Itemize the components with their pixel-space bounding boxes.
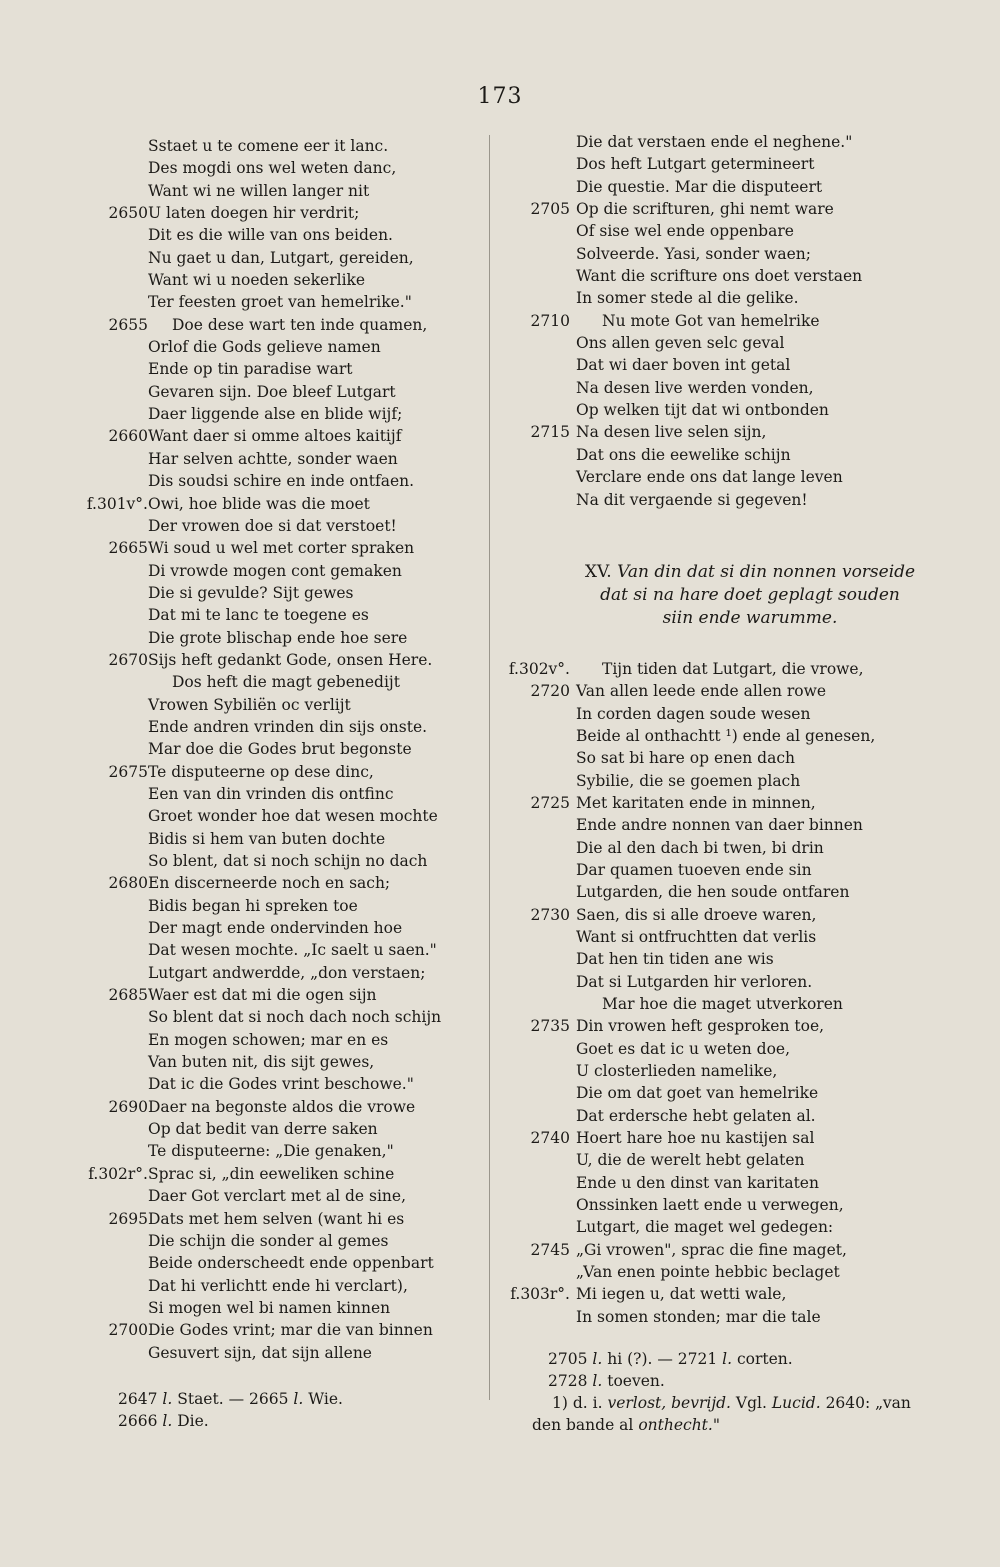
verse-text: Waer est dat mi die ogen sijn bbox=[148, 986, 377, 1005]
verse-line bbox=[0, 939, 470, 961]
footnote-line bbox=[500, 1348, 1000, 1370]
verse-text: Onssinken laett ende u verwegen, bbox=[576, 1196, 844, 1215]
verse-line bbox=[0, 1006, 470, 1028]
verse-line bbox=[0, 1230, 470, 1252]
verse-line bbox=[0, 872, 470, 894]
verse-line bbox=[0, 716, 470, 738]
verse-text: Op dat bedit van derre saken bbox=[148, 1120, 378, 1139]
verse-line bbox=[500, 1149, 1000, 1171]
verse-line bbox=[0, 1118, 470, 1140]
verse-line bbox=[0, 805, 470, 827]
verse-line bbox=[0, 247, 470, 269]
verse-line bbox=[500, 1172, 1000, 1194]
verse-text: Nu mote Got van hemelrike bbox=[602, 311, 820, 330]
verse-number: 2725 bbox=[530, 793, 570, 812]
verse-text: Nu gaet u dan, Lutgart, gereiden, bbox=[148, 248, 414, 267]
verse-text: Ter feesten groet van hemelrike." bbox=[148, 293, 412, 312]
verse-text: Daer liggende alse en blide wijf; bbox=[148, 405, 403, 424]
verse-line bbox=[500, 1060, 1000, 1082]
verse-text: Die schijn die sonder al gemes bbox=[148, 1231, 389, 1250]
verse-text: Dis soudsi schire en inde ontfaen. bbox=[148, 472, 415, 491]
verse-number: 2675 bbox=[108, 762, 148, 781]
verse-line bbox=[0, 1342, 470, 1364]
verse-text: Gesuvert sijn, dat sijn allene bbox=[148, 1343, 372, 1362]
verse-line bbox=[500, 444, 1000, 466]
verse-text: En discerneerde noch en sach; bbox=[148, 874, 391, 893]
verse-text: Na desen live selen sijn, bbox=[576, 423, 767, 442]
verse-number: 2705 bbox=[530, 200, 570, 219]
verse-text: Dos heft Lutgart getermineert bbox=[576, 155, 815, 174]
verse-line bbox=[0, 537, 470, 559]
verse-text: Die Godes vrint; mar die van binnen bbox=[148, 1321, 433, 1340]
verse-line bbox=[500, 265, 1000, 287]
verse-line bbox=[0, 1297, 470, 1319]
verse-line bbox=[0, 1029, 470, 1051]
left-column bbox=[0, 135, 470, 1432]
verse-line bbox=[500, 489, 1000, 511]
verse-line bbox=[500, 220, 1000, 242]
verse-text: Na desen live werden vonden, bbox=[576, 378, 814, 397]
verse-line bbox=[0, 314, 470, 336]
verse-line bbox=[500, 680, 1000, 702]
verse-text: Gevaren sijn. Doe bleef Lutgart bbox=[148, 382, 396, 401]
verse-text: Op die scrifturen, ghi nemt ware bbox=[576, 200, 834, 219]
verse-number: 2650 bbox=[108, 204, 148, 223]
verse-number: 2720 bbox=[530, 682, 570, 701]
verse-line bbox=[0, 694, 470, 716]
verse-text: Doe dese wart ten inde quamen, bbox=[172, 315, 428, 334]
verse-text: Din vrowen heft gesproken toe, bbox=[576, 1017, 825, 1036]
verse-number: f.303r°. bbox=[510, 1285, 570, 1304]
verse-text: Lutgarden, die hen soude ontfaren bbox=[576, 883, 850, 902]
footnote-verse-num: 2728 bbox=[548, 1372, 588, 1391]
verse-number: f.302r°. bbox=[88, 1164, 148, 1183]
verse-line bbox=[0, 135, 470, 157]
verse-line bbox=[500, 1127, 1000, 1149]
footnote-text: Die. bbox=[177, 1411, 209, 1430]
page-number: 173 bbox=[477, 84, 523, 109]
verse-line bbox=[500, 310, 1000, 332]
verse-line bbox=[0, 895, 470, 917]
verse-line bbox=[500, 770, 1000, 792]
verse-line bbox=[500, 837, 1000, 859]
verse-number: 2690 bbox=[108, 1097, 148, 1116]
verse-text: U laten doegen hir verdrit; bbox=[148, 204, 360, 223]
verse-line bbox=[500, 1239, 1000, 1261]
verse-line bbox=[500, 198, 1000, 220]
footnote-italic: verlost, bevrijd. bbox=[607, 1394, 731, 1413]
verse-line bbox=[0, 627, 470, 649]
verse-number: f.302v°. bbox=[508, 659, 570, 678]
column-divider bbox=[489, 135, 490, 1400]
verse-text: Groet wonder hoe dat wesen mochte bbox=[148, 807, 438, 826]
verse-number: 2700 bbox=[108, 1321, 148, 1340]
verse-number: 2745 bbox=[530, 1240, 570, 1259]
verse-text: Die questie. Mar die disputeert bbox=[576, 177, 823, 196]
verse-line bbox=[0, 783, 470, 805]
footnote-text: Vgl. bbox=[735, 1394, 767, 1413]
verse-text: Dat ic die Godes vrint beschowe." bbox=[148, 1075, 414, 1094]
verse-line bbox=[500, 1216, 1000, 1238]
verse-line bbox=[0, 828, 470, 850]
verse-line bbox=[0, 1319, 470, 1341]
verse-line bbox=[500, 243, 1000, 265]
footnote-verse-num: 2647 bbox=[118, 1389, 158, 1408]
verse-text: Sybilie, die se goemen plach bbox=[576, 771, 801, 790]
verse-line bbox=[500, 287, 1000, 309]
verse-number: 2655 bbox=[108, 315, 148, 334]
right-column bbox=[500, 131, 1000, 1436]
footnote-abbr: l. bbox=[592, 1350, 603, 1369]
verse-text: Op welken tijt dat wi ontbonden bbox=[576, 401, 829, 420]
verse-line bbox=[500, 1038, 1000, 1060]
verse-text: In corden dagen soude wesen bbox=[576, 704, 811, 723]
verse-text: Dat si Lutgarden hir verloren. bbox=[576, 972, 813, 991]
verse-line bbox=[0, 493, 470, 515]
verse-line bbox=[500, 792, 1000, 814]
footnote-verse-num: 2705 bbox=[548, 1350, 588, 1369]
verse-text: Der vrowen doe si dat verstoet! bbox=[148, 516, 397, 535]
verse-text: Die si gevulde? Sijt gewes bbox=[148, 583, 354, 602]
section-roman: XV. bbox=[584, 561, 612, 582]
verse-text: Dat mi te lanc te toegene es bbox=[148, 606, 369, 625]
verse-line bbox=[0, 582, 470, 604]
verse-line bbox=[500, 421, 1000, 443]
footnote-italic: Lucid. bbox=[771, 1394, 821, 1413]
verse-text: Want die scrifture ons doet verstaen bbox=[576, 267, 863, 286]
verse-text: Dos heft die magt gebenedijt bbox=[172, 673, 400, 692]
footnote-abbr: l. bbox=[592, 1372, 603, 1391]
verse-text: Die dat verstaen ende el neghene." bbox=[576, 133, 853, 151]
verse-number: 2735 bbox=[530, 1017, 570, 1036]
verse-number: 2665 bbox=[108, 539, 148, 558]
verse-line bbox=[500, 1015, 1000, 1037]
verse-line bbox=[0, 1252, 470, 1274]
verse-line bbox=[500, 971, 1000, 993]
verse-line bbox=[500, 1306, 1000, 1328]
verse-text: Dat hi verlichtt ende hi verclart), bbox=[148, 1276, 408, 1295]
verse-text: Bidis began hi spreken toe bbox=[148, 896, 358, 915]
verse-text: Mar hoe die maget utverkoren bbox=[602, 995, 843, 1013]
verse-text: Ons allen geven selc geval bbox=[576, 334, 785, 353]
verse-text: Beide al onthachtt ¹) ende al genesen, bbox=[576, 726, 876, 745]
footnote-text: hi (?). — 2721 bbox=[607, 1350, 718, 1369]
verse-text: Dat ons die eewelike schijn bbox=[576, 445, 791, 464]
verse-line bbox=[0, 358, 470, 380]
section-title-line-2: dat si na hare doet geplagt souden bbox=[600, 584, 900, 605]
section-title-line-1: Van din dat si din nonnen vorseide bbox=[617, 561, 916, 582]
verse-text: Ende andren vrinden din sijs onste. bbox=[148, 717, 428, 736]
verse-text: Dat wi daer boven int getal bbox=[576, 356, 791, 375]
verse-line bbox=[0, 1185, 470, 1207]
verse-text: Ende u den dinst van karitaten bbox=[576, 1173, 819, 1192]
verse-line bbox=[500, 658, 1000, 680]
footnote-italic: onthecht. bbox=[638, 1416, 713, 1435]
verse-line bbox=[500, 859, 1000, 881]
verse-text: Of sise wel ende oppenbare bbox=[576, 222, 794, 241]
verse-line bbox=[500, 176, 1000, 198]
verse-text: Har selven achtte, sonder waen bbox=[148, 449, 398, 468]
verse-line bbox=[500, 703, 1000, 725]
verse-line bbox=[0, 202, 470, 224]
verse-line bbox=[500, 1105, 1000, 1127]
verse-line bbox=[0, 291, 470, 313]
verse-text: Te disputeerne: „Die genaken," bbox=[148, 1142, 394, 1161]
verse-text: „Gi vrowen", sprac die fine maget, bbox=[576, 1240, 847, 1259]
verse-text: Bidis si hem van buten dochte bbox=[148, 829, 386, 848]
verse-line bbox=[500, 948, 1000, 970]
verse-line bbox=[0, 448, 470, 470]
verse-text: Des mogdi ons wel weten danc, bbox=[148, 159, 397, 178]
verse-line bbox=[0, 157, 470, 179]
verse-text: Solveerde. Yasi, sonder waen; bbox=[576, 244, 811, 263]
footnote-line bbox=[0, 1410, 470, 1432]
verse-text: Mi iegen u, dat wetti wale, bbox=[576, 1285, 787, 1304]
footnote-line bbox=[0, 1388, 470, 1410]
footnote-text: den bande al bbox=[532, 1416, 634, 1435]
verse-line bbox=[500, 1283, 1000, 1305]
footnote-line bbox=[500, 1370, 1000, 1392]
verse-text: In somen stonden; mar die tale bbox=[576, 1307, 821, 1326]
verse-text: Met karitaten ende in minnen, bbox=[576, 793, 816, 812]
footnote-abbr: l. bbox=[722, 1350, 733, 1369]
verse-text: Dats met hem selven (want hi es bbox=[148, 1209, 405, 1228]
footnote-verse-num: 2666 bbox=[118, 1411, 158, 1430]
footnote-abbr: l. bbox=[162, 1389, 173, 1408]
verse-line bbox=[0, 1163, 470, 1185]
verse-text: Die grote blischap ende hoe sere bbox=[148, 628, 408, 647]
verse-text: Vrowen Sybiliën oc verlijt bbox=[148, 695, 351, 714]
verse-line bbox=[500, 332, 1000, 354]
verse-text: U closterlieden namelike, bbox=[576, 1062, 778, 1081]
section-heading bbox=[500, 561, 1000, 630]
left-verse-lines bbox=[0, 135, 470, 1364]
verse-text: Owi, hoe blide was die moet bbox=[148, 494, 370, 513]
verse-line bbox=[0, 1275, 470, 1297]
verse-line bbox=[500, 1261, 1000, 1283]
footnote-line bbox=[500, 1392, 1000, 1414]
verse-text: Die om dat goet van hemelrike bbox=[576, 1084, 819, 1103]
verse-text: Saen, dis si alle droeve waren, bbox=[576, 905, 817, 924]
verse-line bbox=[500, 725, 1000, 747]
verse-text: Ende andre nonnen van daer binnen bbox=[576, 816, 863, 835]
verse-text: Dat erdersche hebt gelaten al. bbox=[576, 1106, 816, 1125]
verse-line bbox=[0, 1208, 470, 1230]
verse-line bbox=[0, 984, 470, 1006]
verse-line bbox=[500, 153, 1000, 175]
verse-line bbox=[500, 881, 1000, 903]
verse-number: 2660 bbox=[108, 427, 148, 446]
verse-text: Daer na begonste aldos die vrowe bbox=[148, 1097, 416, 1116]
verse-text: Sstaet u te comene eer it lanc. bbox=[148, 137, 389, 155]
verse-text: Lutgart, die maget wel gedegen: bbox=[576, 1218, 834, 1237]
verse-line bbox=[500, 926, 1000, 948]
verse-number: 2680 bbox=[108, 874, 148, 893]
verse-text: Si mogen wel bi namen kinnen bbox=[148, 1298, 391, 1317]
verse-line bbox=[0, 224, 470, 246]
verse-number: 2670 bbox=[108, 650, 148, 669]
verse-line bbox=[0, 649, 470, 671]
verse-text: Van buten nit, dis sijt gewes, bbox=[148, 1053, 375, 1072]
verse-line bbox=[500, 354, 1000, 376]
verse-number: f.301v°. bbox=[86, 494, 148, 513]
verse-text: Die al den dach bi twen, bi drin bbox=[576, 838, 824, 857]
verse-line bbox=[0, 336, 470, 358]
verse-text: Di vrowde mogen cont gemaken bbox=[148, 561, 402, 580]
verse-line bbox=[0, 403, 470, 425]
verse-number: 2695 bbox=[108, 1209, 148, 1228]
verse-line bbox=[0, 180, 470, 202]
verse-text: So blent dat si noch dach noch schijn bbox=[148, 1008, 442, 1027]
verse-text: U, die de werelt hebt gelaten bbox=[576, 1151, 805, 1170]
right-verse-lines-bottom bbox=[500, 658, 1000, 1328]
verse-text: So sat bi hare op enen dach bbox=[576, 749, 796, 768]
verse-line bbox=[0, 850, 470, 872]
verse-text: So blent, dat si noch schijn no dach bbox=[148, 852, 428, 870]
verse-text: Ende op tin paradise wart bbox=[148, 360, 353, 379]
verse-number: 2730 bbox=[530, 905, 570, 924]
verse-line bbox=[0, 269, 470, 291]
verse-text: Goet es dat ic u weten doe, bbox=[576, 1039, 790, 1058]
verse-text: Mar doe die Godes brut begonste bbox=[148, 740, 412, 759]
verse-text: Der magt ende ondervinden hoe bbox=[148, 919, 403, 938]
verse-text: Dit es die wille van ons beiden. bbox=[148, 226, 393, 245]
verse-text: Wi soud u wel met corter spraken bbox=[148, 539, 415, 558]
verse-line bbox=[500, 993, 1000, 1015]
verse-text: Verclare ende ons dat lange leven bbox=[576, 468, 843, 487]
verse-line bbox=[500, 904, 1000, 926]
footnote-text: Staet. — 2665 bbox=[177, 1389, 289, 1408]
verse-line bbox=[0, 381, 470, 403]
verse-text: Te disputeerne op dese dinc, bbox=[148, 762, 374, 781]
verse-text: Dar quamen tuoeven ende sin bbox=[576, 860, 812, 879]
verse-line bbox=[0, 1073, 470, 1095]
verse-line bbox=[0, 1140, 470, 1162]
footnote-line bbox=[500, 1414, 1000, 1436]
verse-number: 2715 bbox=[530, 423, 570, 442]
verse-text: Want si ontfruchtten dat verlis bbox=[576, 927, 817, 946]
footnote-abbr: l. bbox=[162, 1411, 173, 1430]
verse-line bbox=[0, 671, 470, 693]
verse-line bbox=[0, 425, 470, 447]
right-verse-lines-top bbox=[500, 131, 1000, 511]
section-title-line-3: siin ende warumme. bbox=[662, 607, 838, 628]
footnote-text: " bbox=[712, 1416, 720, 1435]
verse-line bbox=[500, 1194, 1000, 1216]
verse-text: Sijs heft gedankt Gode, onsen Here. bbox=[148, 650, 433, 669]
verse-line bbox=[0, 761, 470, 783]
footnote-text: corten. bbox=[736, 1350, 793, 1369]
footnote-abbr: l. bbox=[293, 1389, 304, 1408]
verse-line bbox=[0, 515, 470, 537]
footnote-text: 1) d. i. bbox=[552, 1394, 603, 1413]
verse-line bbox=[500, 814, 1000, 836]
verse-text: „Van enen pointe hebbic beclaget bbox=[576, 1263, 840, 1282]
verse-line bbox=[500, 399, 1000, 421]
verse-number: 2710 bbox=[530, 311, 570, 330]
verse-line bbox=[0, 560, 470, 582]
verse-number: 2685 bbox=[108, 986, 148, 1005]
verse-line bbox=[0, 470, 470, 492]
verse-text: Tijn tiden dat Lutgart, die vrowe, bbox=[602, 659, 864, 678]
verse-text: Want wi ne willen langer nit bbox=[148, 181, 370, 200]
left-footnotes bbox=[0, 1388, 470, 1432]
verse-line bbox=[500, 747, 1000, 769]
verse-text: Van allen leede ende allen rowe bbox=[576, 682, 827, 701]
verse-text: Sprac si, „din eeweliken schine bbox=[148, 1164, 395, 1183]
verse-line bbox=[0, 1051, 470, 1073]
verse-text: In somer stede al die gelike. bbox=[576, 289, 799, 308]
verse-line bbox=[0, 738, 470, 760]
verse-line bbox=[500, 131, 1000, 153]
verse-text: Want wi u noeden sekerlike bbox=[148, 271, 366, 290]
footnote-text: Wie. bbox=[308, 1389, 343, 1408]
verse-text: Na dit vergaende si gegeven! bbox=[576, 490, 808, 509]
verse-line bbox=[500, 1082, 1000, 1104]
verse-line bbox=[0, 604, 470, 626]
right-footnotes bbox=[500, 1348, 1000, 1436]
verse-line bbox=[500, 466, 1000, 488]
footnote-text: 2640: „van bbox=[825, 1394, 911, 1413]
verse-text: Beide onderscheedt ende oppenbart bbox=[148, 1254, 434, 1273]
verse-line bbox=[0, 917, 470, 939]
verse-text: Orlof die Gods gelieve namen bbox=[148, 338, 381, 357]
verse-line bbox=[0, 1096, 470, 1118]
verse-text: Een van din vrinden dis ontfinc bbox=[148, 784, 394, 803]
verse-text: Want daer si omme altoes kaitijf bbox=[148, 427, 402, 446]
verse-number: 2740 bbox=[530, 1129, 570, 1148]
verse-text: Daer Got verclart met al de sine, bbox=[148, 1187, 406, 1206]
verse-line bbox=[0, 962, 470, 984]
verse-text: Lutgart andwerdde, „don verstaen; bbox=[148, 963, 426, 982]
verse-line bbox=[500, 377, 1000, 399]
verse-text: Hoert hare hoe nu kastijen sal bbox=[576, 1129, 815, 1148]
verse-text: Dat hen tin tiden ane wis bbox=[576, 950, 774, 969]
verse-text: Dat wesen mochte. „Ic saelt u saen." bbox=[148, 941, 437, 960]
footnote-text: toeven. bbox=[607, 1372, 665, 1391]
verse-text: En mogen schowen; mar en es bbox=[148, 1030, 389, 1049]
